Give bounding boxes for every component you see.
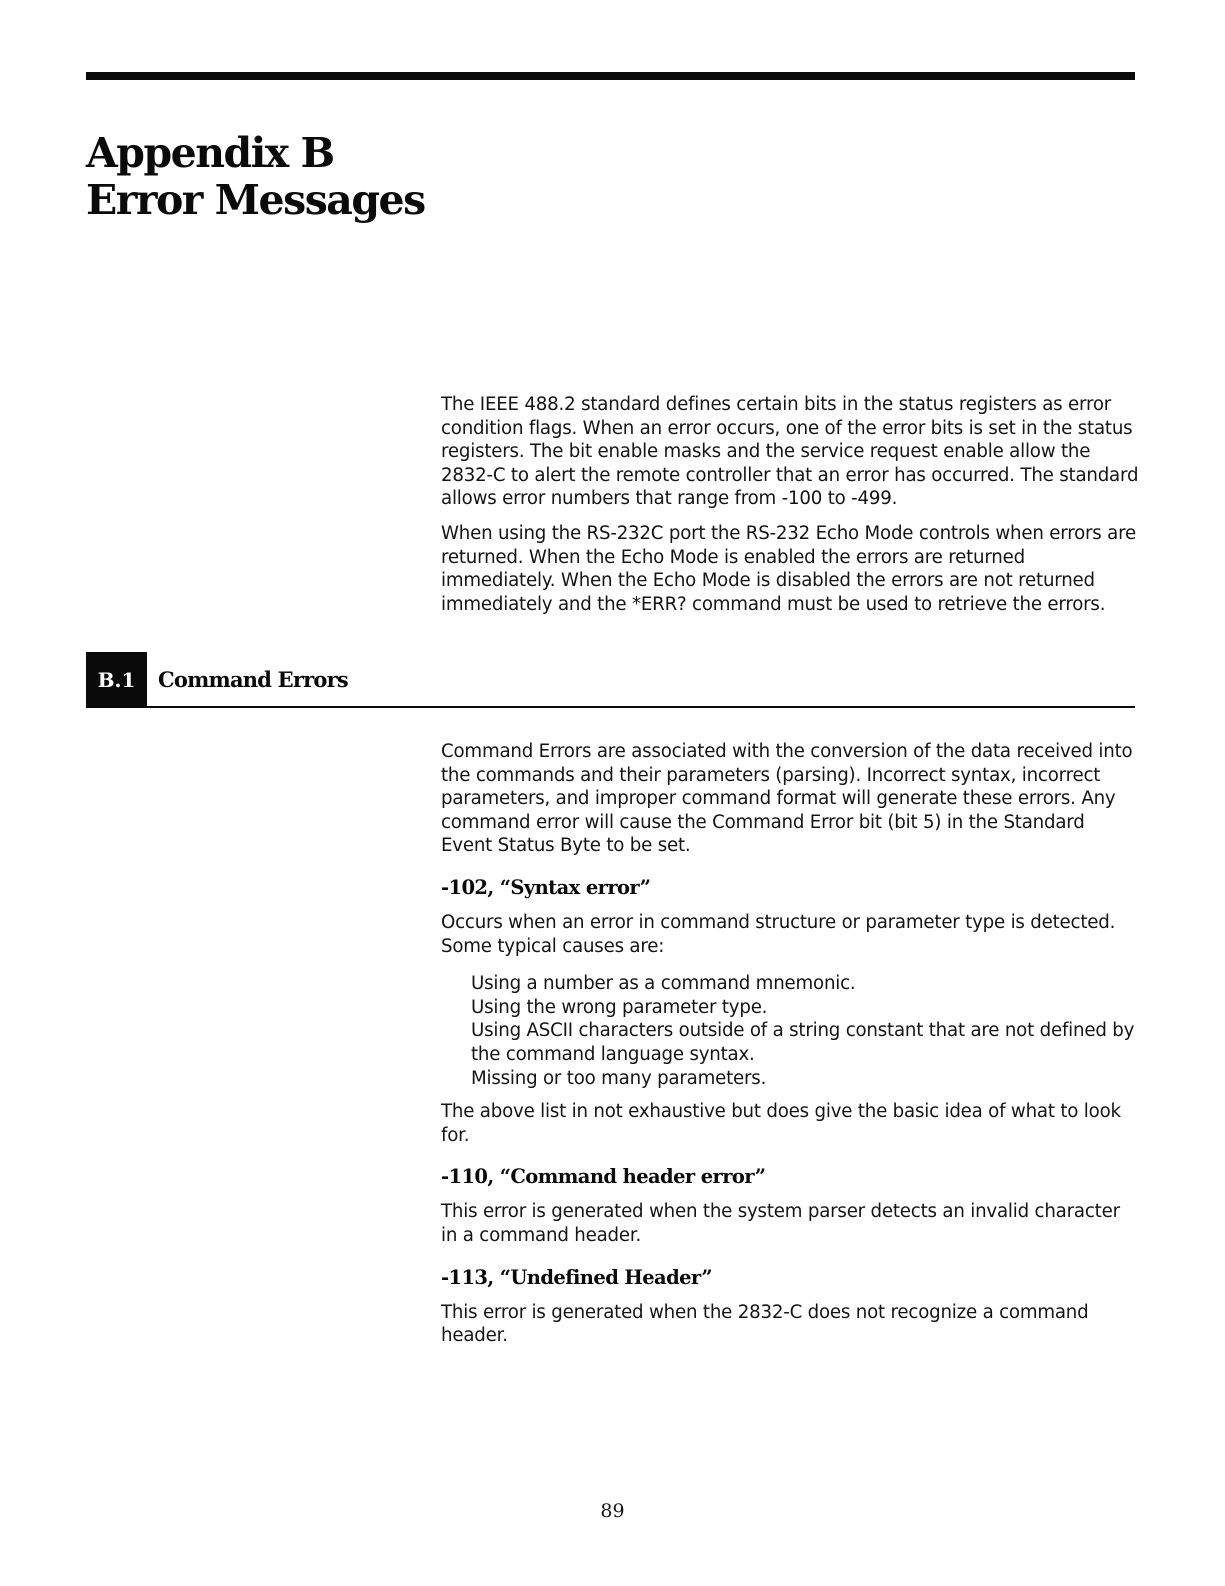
top-rule <box>86 72 1135 80</box>
list-item: Using a number as a command mnemonic. <box>471 973 856 995</box>
error-description-113: This error is generated when the 2832-C does not recognize a command header. <box>441 1301 1089 1347</box>
error-heading-113: -113, “Undefined Header” <box>441 1265 712 1289</box>
list-item: Using ASCII characters outside of a string constant that are not defined by the command language syntax. <box>471 1020 1135 1065</box>
section-body <box>441 740 1141 1348</box>
page-title <box>86 130 425 224</box>
title-line-error-messages: Error Messages <box>86 176 425 224</box>
cause-list <box>471 972 1141 1090</box>
error-description-102: Occurs when an error in command structure or parameter type is detected. Some typical causes are: <box>441 911 1116 957</box>
intro-text <box>441 393 1141 616</box>
error-description-110: This error is generated when the system parser detects an invalid character in a command header. <box>441 1201 1120 1246</box>
section-header <box>86 652 1135 708</box>
cause-list-note: The above list in not exhaustive but does give the basic idea of what to look for. <box>441 1101 1121 1146</box>
list-item: Missing or too many parameters. <box>471 1067 767 1089</box>
section-number-badge: B.1 <box>86 652 147 708</box>
section-intro-paragraph: Command Errors are associated with the conversion of the data received into the commands and their parameters (parsing). Incorrect syntax, incorrect parameters, and improper command format will generate these errors. Any command error will cause the Command Error bit (bit 5) in the Standard Event Status Byte to be set. <box>441 741 1133 857</box>
section-rule <box>86 706 1135 708</box>
intro-paragraph-ieee: The IEEE 488.2 standard defines certain bits in the status registers as error condition flags. When an error occurs, one of the error bits is set in the status registers. The bit enable masks and the service request enable allow the 2832-C to alert the remote controller that an error has occurred. The standard allows error numbers that range from -100 to -499. <box>441 394 1139 510</box>
error-heading-102: -102, “Syntax error” <box>441 875 651 899</box>
intro-paragraph-rs232: When using the RS-232C port the RS-232 Echo Mode controls when errors are returned. When the Echo Mode is enabled the errors are returned immediately. When the Echo Mode is disabled the errors are not returned immediately and the *ERR? command must be used to retrieve the errors. <box>441 522 1136 615</box>
list-item: Using the wrong parameter type. <box>471 996 768 1018</box>
section-title: Command Errors <box>158 667 348 692</box>
error-heading-110: -110, “Command header error” <box>441 1165 766 1189</box>
page-number: 89 <box>600 1500 625 1522</box>
title-line-appendix: Appendix B <box>86 129 334 177</box>
